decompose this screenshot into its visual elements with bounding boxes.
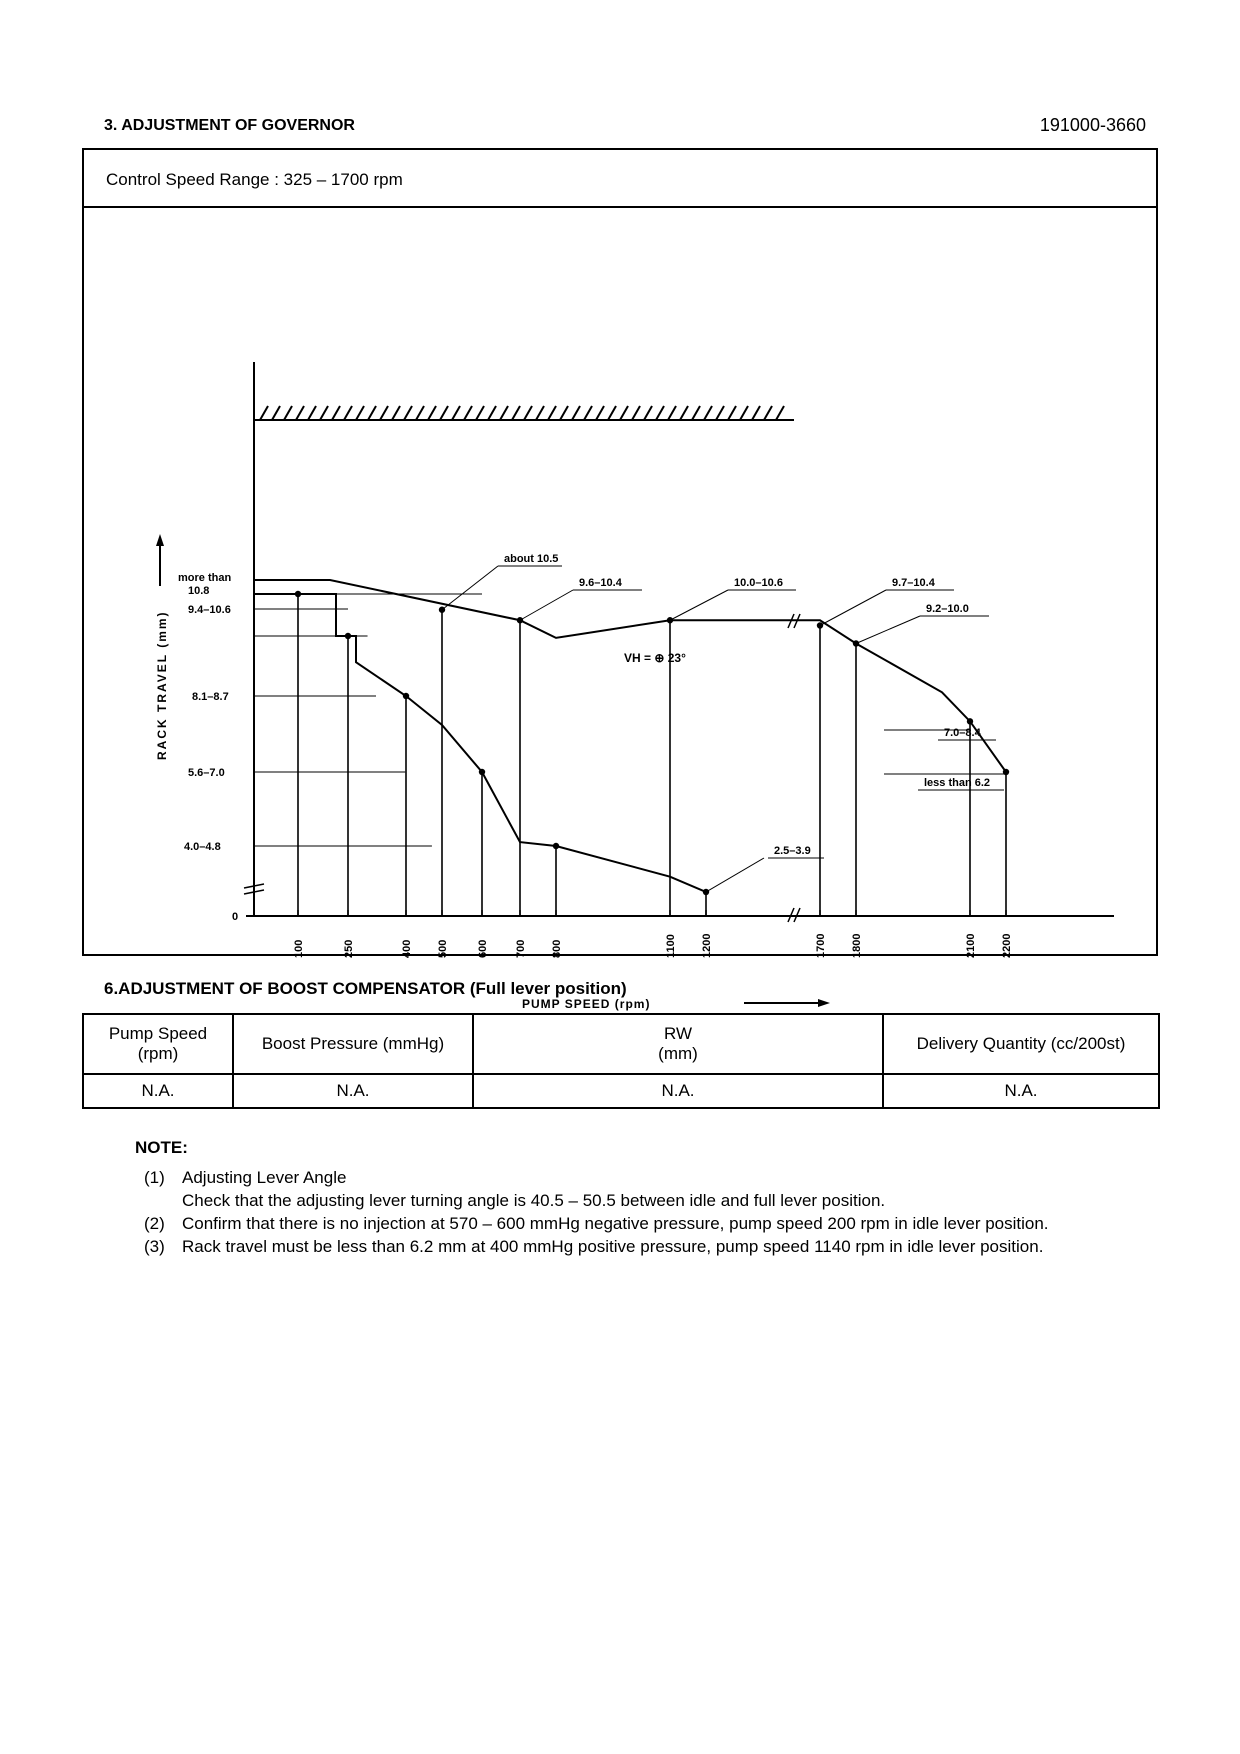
hatch-line bbox=[548, 406, 556, 420]
annotation-leader bbox=[856, 616, 920, 644]
y-tick-label: 10.8 bbox=[188, 585, 210, 597]
hatch-line bbox=[404, 406, 412, 420]
x-tick-label: 250 bbox=[343, 939, 355, 958]
annotation-label: 2.5–3.9 bbox=[774, 845, 811, 857]
note-number: (2) bbox=[144, 1214, 165, 1233]
hatch-line bbox=[416, 406, 424, 420]
hatch-line bbox=[344, 406, 352, 420]
hatch-line bbox=[512, 406, 520, 420]
hatch-line bbox=[572, 406, 580, 420]
note-text: Adjusting Lever Angle bbox=[182, 1168, 347, 1187]
table-header-row bbox=[83, 1014, 1159, 1074]
hatch-line bbox=[356, 406, 364, 420]
y-axis-title: RACK TRAVEL (mm) bbox=[155, 610, 169, 760]
x-axis-arrow bbox=[744, 999, 830, 1007]
y-tick-label: 8.1–8.7 bbox=[192, 691, 229, 703]
hatch-line bbox=[632, 406, 640, 420]
stopper-hatch bbox=[254, 406, 794, 420]
cell-pump-speed: N.A. bbox=[83, 1074, 233, 1108]
annotation-label: 9.2–10.0 bbox=[926, 603, 969, 615]
hatch-line bbox=[536, 406, 544, 420]
hatch-line bbox=[776, 406, 784, 420]
table-row bbox=[83, 1074, 1159, 1108]
hatch-line bbox=[488, 406, 496, 420]
cell-boost-pressure: N.A. bbox=[233, 1074, 473, 1108]
data-point bbox=[553, 843, 559, 849]
annotation-label: 10.0–10.6 bbox=[734, 577, 783, 589]
hatch-line bbox=[620, 406, 628, 420]
hatch-line bbox=[296, 406, 304, 420]
x-tick-label: 100 bbox=[293, 939, 305, 958]
boost-table bbox=[82, 1013, 1160, 1109]
header-boost-pressure: Boost Pressure (mmHg) bbox=[233, 1014, 473, 1074]
x-tick-label: 400 bbox=[401, 939, 413, 958]
hatch-line bbox=[284, 406, 292, 420]
note-number: (1) bbox=[144, 1168, 165, 1187]
note-text: Rack travel must be less than 6.2 mm at 400 mmHg positive pressure, pump speed 1140 rpm in idle lever position. bbox=[182, 1237, 1044, 1256]
boost-section-title: 6.ADJUSTMENT OF BOOST COMPENSATOR (Full lever position) bbox=[104, 979, 627, 998]
hatch-line bbox=[464, 406, 472, 420]
y-tick-label: 5.6–7.0 bbox=[188, 767, 225, 779]
data-point bbox=[295, 591, 301, 597]
y-tick-label: 9.4–10.6 bbox=[188, 604, 231, 616]
header-delivery-quantity: Delivery Quantity (cc/200st) bbox=[883, 1014, 1159, 1074]
full-load-curve bbox=[254, 580, 1006, 772]
hatch-line bbox=[260, 406, 268, 420]
annotation-leader bbox=[706, 858, 764, 892]
hatch-line bbox=[692, 406, 700, 420]
hatch-line bbox=[428, 406, 436, 420]
hatch-line bbox=[728, 406, 736, 420]
note-text: Confirm that there is no injection at 570 – 600 mmHg negative pressure, pump speed 200 rpm in idle lever position. bbox=[182, 1214, 1049, 1233]
annotation-label: 9.7–10.4 bbox=[892, 577, 935, 589]
hatch-line bbox=[272, 406, 280, 420]
section-title: 3. ADJUSTMENT OF GOVERNOR bbox=[104, 117, 355, 134]
data-point bbox=[345, 633, 351, 639]
control-speed-range: Control Speed Range : 325 – 1700 rpm bbox=[106, 170, 403, 189]
hatch-line bbox=[740, 406, 748, 420]
y-tick-label: 4.0–4.8 bbox=[184, 841, 221, 853]
hatch-line bbox=[380, 406, 388, 420]
hatch-line bbox=[752, 406, 760, 420]
cell-delivery-quantity: N.A. bbox=[883, 1074, 1159, 1108]
annotation-leader bbox=[670, 590, 728, 620]
part-number: 191000-3660 bbox=[1039, 115, 1146, 135]
note-text: Check that the adjusting lever turning angle is 40.5 – 50.5 between idle and full lever position. bbox=[182, 1191, 886, 1210]
annotation-label: 7.0–8.4 bbox=[944, 727, 981, 739]
annotation-label: about 10.5 bbox=[504, 553, 559, 565]
header-pump-speed: Pump Speed (rpm) bbox=[83, 1014, 233, 1074]
hatch-line bbox=[668, 406, 676, 420]
annotation-label: less than 6.2 bbox=[924, 777, 991, 789]
hatch-line bbox=[332, 406, 340, 420]
x-tick-label: 1200 bbox=[701, 933, 713, 958]
x-tick-label: 800 bbox=[551, 939, 563, 958]
header-rw: RW (mm) bbox=[473, 1014, 883, 1074]
vh-angle-label: VH = ⊕ 23° bbox=[624, 651, 686, 665]
hatch-line bbox=[500, 406, 508, 420]
hatch-line bbox=[704, 406, 712, 420]
y-tick-label: more than bbox=[178, 572, 232, 584]
annotation-leader bbox=[442, 566, 498, 610]
x-tick-label: 600 bbox=[477, 939, 489, 958]
x-axis-break bbox=[788, 614, 800, 922]
hatch-line bbox=[392, 406, 400, 420]
x-axis-title: PUMP SPEED (rpm) bbox=[522, 997, 651, 1011]
hatch-line bbox=[644, 406, 652, 420]
annotation-leader bbox=[520, 590, 573, 620]
note-number: (3) bbox=[144, 1237, 165, 1256]
idle-curve bbox=[254, 594, 706, 892]
x-tick-label: 500 bbox=[437, 939, 449, 958]
x-tick-label: 1800 bbox=[851, 933, 863, 958]
hatch-line bbox=[452, 406, 460, 420]
hatch-line bbox=[560, 406, 568, 420]
note-heading: NOTE: bbox=[135, 1138, 188, 1157]
x-tick-label: 2200 bbox=[1001, 933, 1013, 958]
annotation-label: 9.6–10.4 bbox=[579, 577, 622, 589]
hatch-line bbox=[320, 406, 328, 420]
data-point bbox=[967, 718, 973, 724]
hatch-line bbox=[596, 406, 604, 420]
hatch-line bbox=[368, 406, 376, 420]
hatch-line bbox=[308, 406, 316, 420]
hatch-line bbox=[680, 406, 688, 420]
x-tick-label: 1100 bbox=[665, 934, 677, 958]
x-tick-label: 1700 bbox=[815, 933, 827, 958]
hatch-line bbox=[656, 406, 664, 420]
hatch-line bbox=[524, 406, 532, 420]
hatch-line bbox=[716, 406, 724, 420]
annotation-leader bbox=[820, 590, 886, 626]
y-tick-label: 0 bbox=[232, 911, 239, 923]
cell-rw: N.A. bbox=[473, 1074, 883, 1108]
hatch-line bbox=[440, 406, 448, 420]
x-tick-label: 2100 bbox=[965, 933, 977, 958]
hatch-line bbox=[476, 406, 484, 420]
data-point bbox=[403, 693, 409, 699]
hatch-line bbox=[584, 406, 592, 420]
data-point bbox=[479, 769, 485, 775]
data-point bbox=[1003, 769, 1009, 775]
x-tick-label: 700 bbox=[515, 939, 527, 958]
y-axis-arrow bbox=[156, 534, 164, 586]
hatch-line bbox=[608, 406, 616, 420]
hatch-line bbox=[764, 406, 772, 420]
